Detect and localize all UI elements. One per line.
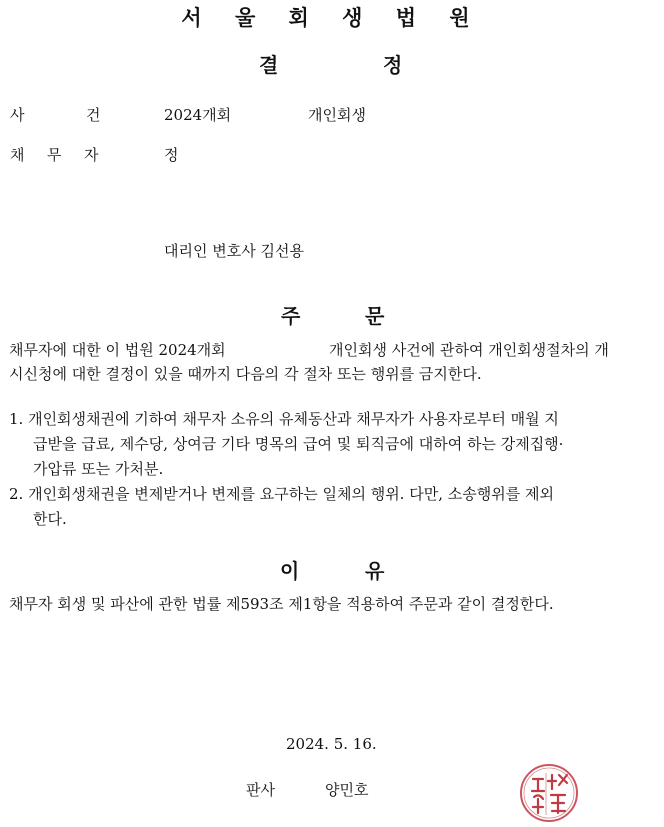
reason-heading-left: 이 <box>280 559 300 583</box>
debtor-label-b: 무 <box>47 146 62 164</box>
representative: 대리인 변호사 김선용 <box>164 242 304 260</box>
debtor-label-c: 자 <box>84 146 99 164</box>
order-item-1-line3: 가압류 또는 가처분. <box>33 460 164 478</box>
debtor-label-a: 채 <box>10 146 25 164</box>
case-type: 개인회생 <box>308 106 366 124</box>
judge-seal-stamp <box>519 763 579 823</box>
order-intro-line1-b: 개인회생 사건에 관하여 개인회생절차의 개 <box>329 341 609 359</box>
order-heading-right: 문 <box>365 304 385 328</box>
order-item-1-line2: 급받을 급료, 제수당, 상여금 기타 명목의 급여 및 퇴직금에 대하여 하는 강제집행· <box>33 435 564 453</box>
decision-title-left: 결 <box>259 53 279 77</box>
court-title: 서 울 회 생 법 원 <box>181 6 483 30</box>
order-item-1-line1: 1. 개인회생채권에 기하여 채무자 소유의 유체동산과 채무자가 사용자로부터 매월 지 <box>9 410 559 428</box>
order-intro-line2: 시신청에 대한 결정이 있을 때까지 다음의 각 절차 또는 행위를 금지한다. <box>9 365 482 383</box>
decision-date: 2024. 5. 16. <box>286 735 377 753</box>
case-label-b: 건 <box>86 106 101 124</box>
case-label-a: 사 <box>10 106 25 124</box>
decision-title-right: 정 <box>383 53 403 77</box>
judge-title: 판사 <box>246 781 275 799</box>
order-heading-left: 주 <box>281 304 301 328</box>
reason-heading-right: 유 <box>365 559 385 583</box>
debtor-name: 정 <box>164 146 179 164</box>
order-item-2-line1: 2. 개인회생채권을 변제받거나 변제를 요구하는 일체의 행위. 다만, 소송행위를 제외 <box>9 485 554 503</box>
judge-name: 양민호 <box>325 781 369 799</box>
case-number: 2024개회 <box>164 106 232 124</box>
order-intro-line1-a: 채무자에 대한 이 법원 2024개회 <box>9 341 226 359</box>
reason-text: 채무자 회생 및 파산에 관한 법률 제593조 제1항을 적용하여 주문과 같이 결정한다. <box>9 595 554 613</box>
order-item-2-line2: 한다. <box>33 510 67 528</box>
